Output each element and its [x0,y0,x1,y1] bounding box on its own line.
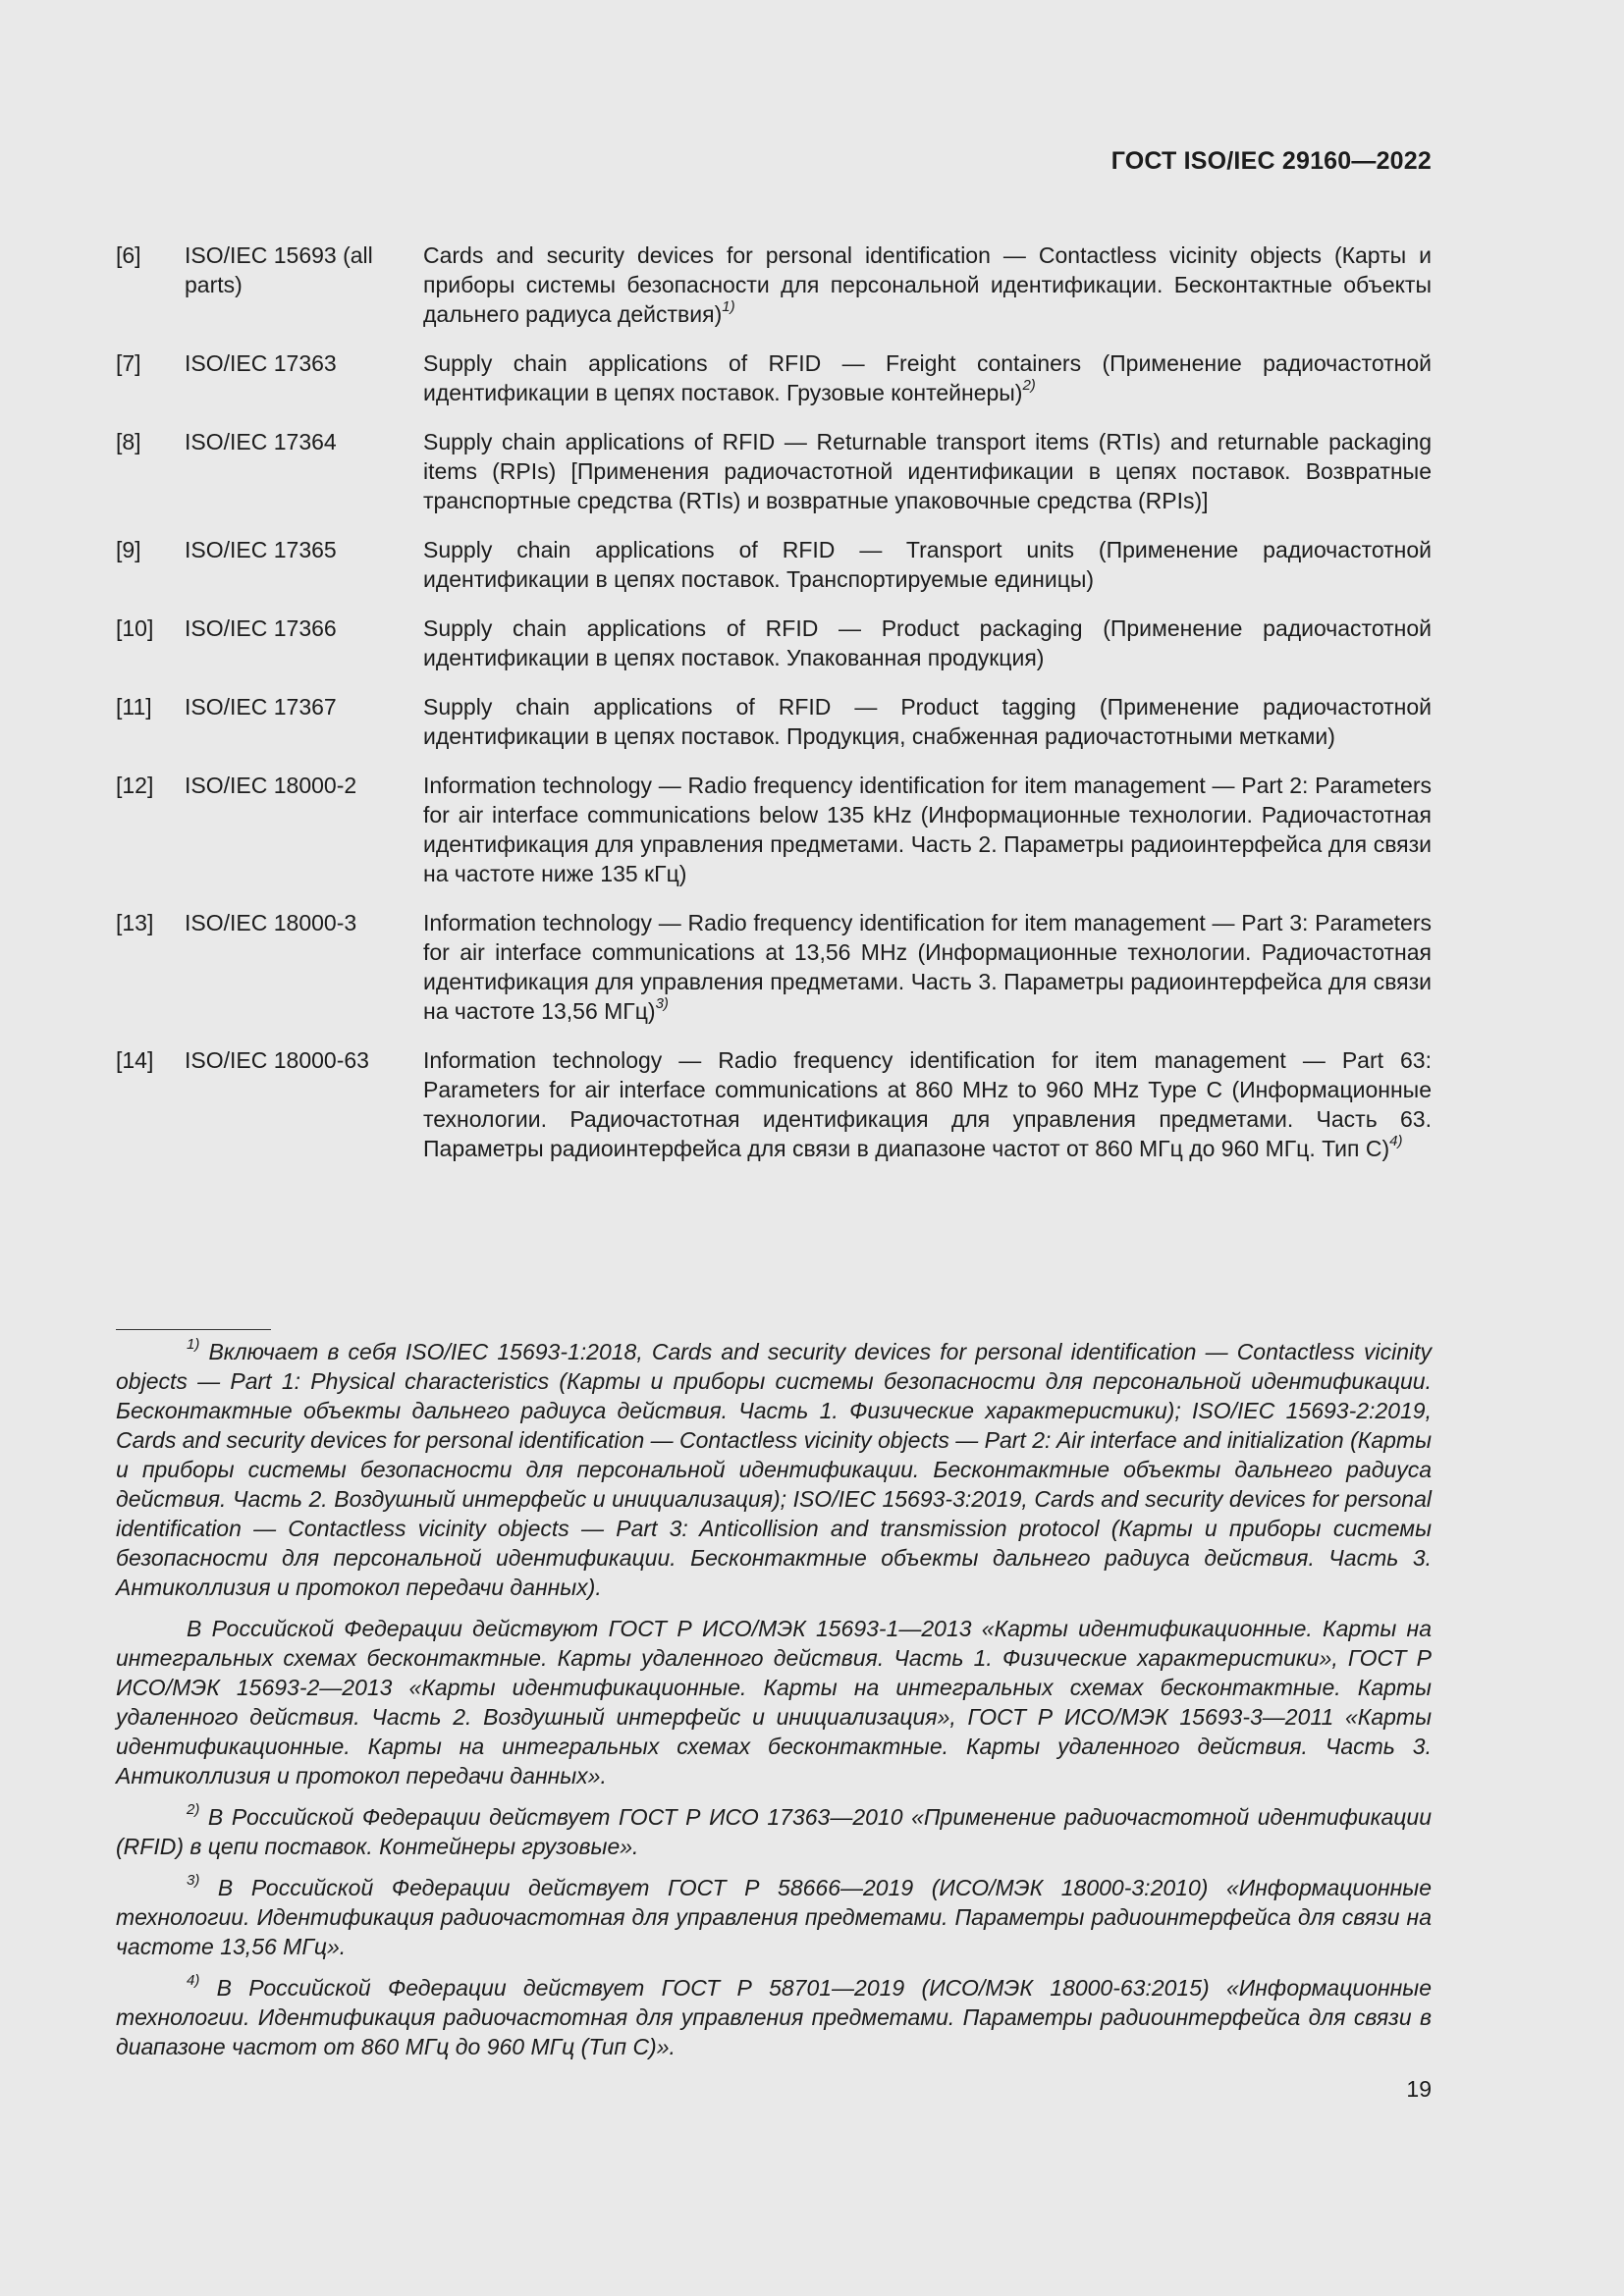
reference-number: [9] [116,537,141,562]
reference-item [116,1045,1432,1163]
reference-number: [14] [116,1047,154,1073]
reference-code: ISO/IEC 15693 (all parts) [185,242,373,297]
footnote-ref[interactable]: 4) [1389,1133,1403,1150]
reference-title: Information technology — Radio frequency identification for item management — Part 3: Parameters for air interface communications at 13,56 MHz (Информационные технологии. Радиочастотная идентификация для управления предметами. Часть 3. Параметры радиоинтерфейса для связи на частоте 13,56 МГц)$^{3)}$ [423,910,1432,1024]
reference-title: Supply chain applications of RFID — Returnable transport items (RTIs) and returnable packaging items (RPIs) [Применения радиочастотной идентификации в цепях поставок. Возвратные транспортные средства (RTIs) и возвратные упаковочные средства (RPIs)] [423,429,1432,513]
footnote-ref[interactable]: 3) [655,995,669,1013]
document-id-header: ГОСТ ISO/IEC 29160—2022 [1110,147,1432,175]
reference-item [116,535,1432,594]
reference-title: Supply chain applications of RFID — Freight containers (Применение радиочастотной идентификации в цепях поставок. Грузовые контейнеры)$^{2)}$ [423,350,1432,405]
reference-title: Information technology — Radio frequency identification for item management — Part 63: Parameters for air interface communications at 860 MHz to 960 MHz Type C (Информационные технологии. Радиочастотная идентификация для управления предметами. Часть 63. Параметры радиоинтерфейса для связи в диапазоне частот от 860 МГц до 960 МГц. Тип С)$^{4)}$ [423,1047,1432,1161]
reference-title: Information technology — Radio frequency identification for item management — Part 2: Parameters for air interface communications below 135 kHz (Информационные технологии. Радиочастотная идентификация для управления предметами. Часть 2. Параметры радиоинтерфейса для связи на частоте ниже 135 кГц) [423,773,1432,886]
footnote-1: $^{1)}$ Включает в себя ISO/IEC 15693-1:2018, Cards and security devices for personal identification — Contactless vicinity objects — Part 1: Physical characteristics (Карты и приборы системы безопасности для персональной идентификации. Бесконтактные объекты дальнего радиуса действия. Часть 1. Физические характеристики); ISO/IEC 15693-2:2019, Cards and security devices for personal identification — Contactless vicinity objects — Part 2: Air interface and initialization (Карты и приборы системы безопасности для персональной идентификации. Бесконтактные объекты дальнего радиуса действия. Часть 2. Воздушный интерфейс и инициализация); ISO/IEC 15693-3:2019, Cards and security devices for personal identification — Contactless vicinity objects — Part 3: Anticollision and transmission protocol (Карты и приборы системы безопасности для персональной идентификации. Бесконтактные объекты дальнего радиуса действия. Часть 3. Антиколлизия и протокол передачи данных). [116,1336,1432,1600]
footnote-mark: 4) [187,1972,200,1990]
reference-code: ISO/IEC 18000-2 [185,773,357,798]
reference-number: [12] [116,773,154,798]
reference-item [116,427,1432,515]
footnote-4: $^{4)}$ В Российской Федерации действует ГОСТ Р 58701—2019 (ИСО/МЭК 18000-63:2015) «Информационные технологии. Идентификация радиочастотная для управления предметами. Параметры радиоинтерфейса для связи в диапазоне частот от 860 МГц до 960 МГц (Тип С)». [116,1972,1432,2059]
footnote-2: $^{2)}$ В Российской Федерации действует ГОСТ Р ИСО 17363—2010 «Применение радиочастотной идентификации (RFID) в цепи поставок. Контейнеры грузовые». [116,1801,1432,1859]
reference-number: [11] [116,694,152,720]
reference-item [116,908,1432,1026]
footnotes-section [116,1337,1432,2073]
reference-title: Cards and security devices for personal identification — Contactless vicinity objects (Карты и приборы системы безопасности для персональной идентификации. Бесконтактные объекты дальнего радиуса действия)$^{1)}$ [423,242,1432,327]
footnote-ref[interactable]: 1) [722,298,735,316]
page-number: 19 [1406,2076,1432,2102]
reference-code: ISO/IEC 17366 [185,615,337,641]
references-list [116,240,1432,1183]
reference-item [116,614,1432,672]
reference-code: ISO/IEC 18000-63 [185,1047,369,1073]
footnote-mark: 3) [187,1872,200,1890]
reference-item [116,771,1432,888]
reference-code: ISO/IEC 17363 [185,350,337,376]
reference-title: Supply chain applications of RFID — Product tagging (Применение радиочастотной идентификации в цепях поставок. Продукция, снабженная радиочастотными метками) [423,694,1432,749]
reference-number: [13] [116,910,154,935]
reference-number: [6] [116,242,141,268]
footnote-mark: 2) [187,1801,200,1819]
reference-code: ISO/IEC 18000-3 [185,910,357,935]
footnote-3: $^{3)}$ В Российской Федерации действует ГОСТ Р 58666—2019 (ИСО/МЭК 18000-3:2010) «Информационные технологии. Идентификация радиочастотная для управления предметами. Параметры радиоинтерфейса для связи на частоте 13,56 МГц». [116,1872,1432,1959]
reference-item [116,348,1432,407]
reference-item [116,240,1432,329]
footnote-mark: 1) [187,1336,200,1354]
reference-number: [8] [116,429,141,454]
footnote-ref[interactable]: 2) [1022,377,1036,395]
reference-item [116,692,1432,751]
reference-title: Supply chain applications of RFID — Product packaging (Применение радиочастотной идентификации в цепях поставок. Упакованная продукция) [423,615,1432,670]
reference-number: [10] [116,615,154,641]
reference-code: ISO/IEC 17364 [185,429,337,454]
reference-number: [7] [116,350,141,376]
reference-code: ISO/IEC 17365 [185,537,337,562]
footnote-1-continuation: В Российской Федерации действуют ГОСТ Р ИСО/МЭК 15693-1—2013 «Карты идентификационные. Карты на интегральных схемах бесконтактные. Карты удаленного действия. Часть 1. Физические характеристики», ГОСТ Р ИСО/МЭК 15693-2—2013 «Карты идентификационные. Карты на интегральных схемах бесконтактные. Карты удаленного действия. Часть 2. Воздушный интерфейс и инициализация», ГОСТ Р ИСО/МЭК 15693-3—2011 «Карты идентификационные. Карты на интегральных схемах бесконтактные. Карты удаленного действия. Часть 3. Антиколлизия и протокол передачи данных». [116,1616,1432,1789]
reference-code: ISO/IEC 17367 [185,694,337,720]
footnote-separator [116,1329,271,1330]
reference-title: Supply chain applications of RFID — Transport units (Применение радиочастотной идентификации в цепях поставок. Транспортируемые единицы) [423,537,1432,592]
